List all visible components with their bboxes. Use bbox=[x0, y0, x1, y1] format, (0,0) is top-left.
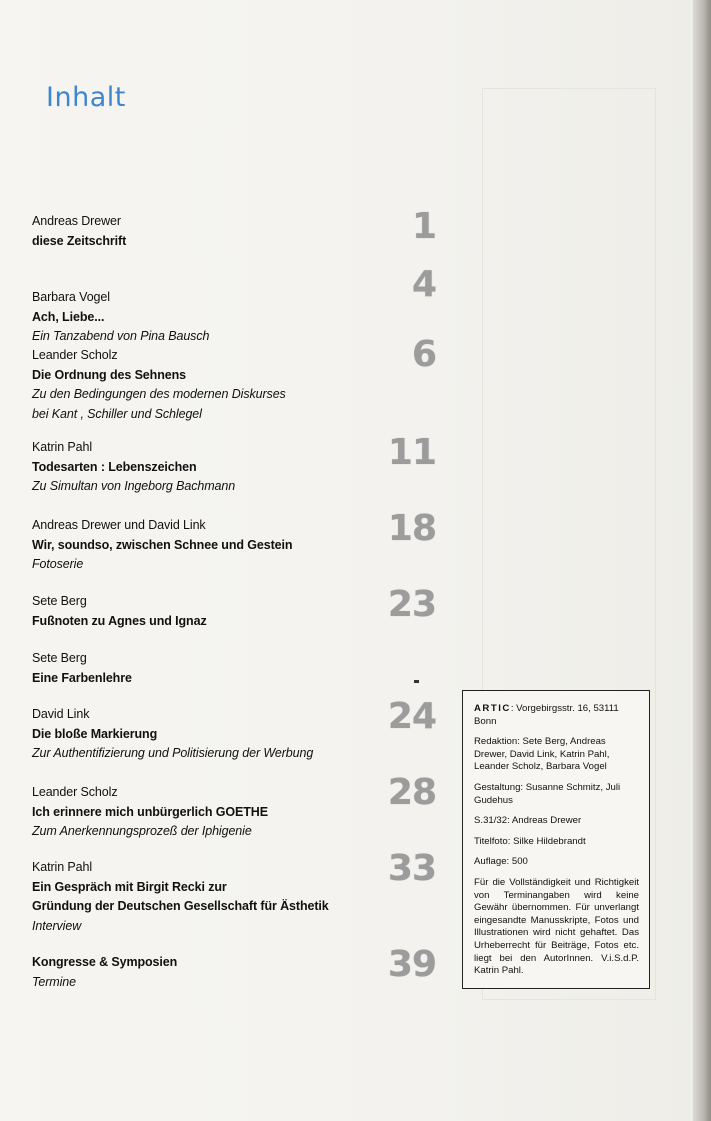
imprint-redaktion: Redaktion: Sete Berg, Andreas Drewer, David Link, Katrin Pahl, Leander Scholz, Barbara Vogel bbox=[474, 736, 610, 773]
toc-page-number: 39 bbox=[376, 944, 436, 985]
toc-heading: Wir, soundso, zwischen Schnee und Gestein bbox=[32, 537, 293, 552]
toc-author: Leander Scholz bbox=[32, 348, 118, 362]
toc-heading: Kongresse & Symposien bbox=[32, 955, 178, 969]
imprint-box bbox=[462, 690, 650, 989]
toc-subtitle: Zu Simultan von Ingeborg Bachmann bbox=[32, 479, 236, 493]
toc-subtitle: Termine bbox=[32, 974, 76, 989]
imprint-address: : Vorgebirgsstr. 16, 53111 Bonn bbox=[474, 703, 619, 727]
toc-entry bbox=[32, 288, 432, 347]
toc-page-number: 6 bbox=[376, 334, 436, 375]
toc-entry bbox=[32, 438, 432, 497]
toc-heading: Die bloße Markierung bbox=[32, 726, 158, 741]
toc-page-number: 1 bbox=[376, 206, 436, 247]
imprint-s3132: S.31/32: Andreas Drewer bbox=[474, 815, 582, 827]
toc-entry bbox=[32, 649, 432, 688]
toc-author: Sete Berg bbox=[32, 651, 87, 665]
toc-author: Katrin Pahl bbox=[32, 860, 93, 874]
imprint-notice: Für die Vollständigkeit und Richtigkeit von Terminangaben wird keine Gewähr übernommen. Für unverlangt eingesandte Manusskripte, Fotos und Illustrationen wird nicht gehaftet. Das Urheberrecht für Beiträge, Fotos etc. liegt bei den AutorInnen. V.i.S.d.P. Katrin Pahl. bbox=[474, 876, 639, 977]
toc-author: Andreas Drewer bbox=[32, 214, 121, 228]
toc-page-number: 11 bbox=[376, 432, 436, 473]
toc-author: David Link bbox=[32, 707, 90, 721]
toc-entry bbox=[32, 783, 432, 842]
ink-speck bbox=[414, 680, 419, 683]
toc-author: Andreas Drewer und David Link bbox=[32, 518, 206, 532]
toc-heading-continued: Gründung der Deutschen Gesellschaft für Ästhetik bbox=[32, 899, 329, 913]
toc-heading: Eine Farbenlehre bbox=[32, 670, 132, 685]
toc-subtitle: Interview bbox=[32, 918, 82, 933]
toc-subtitle: Zu den Bedingungen des modernen Diskurses bbox=[32, 387, 286, 401]
toc-author: Leander Scholz bbox=[32, 785, 118, 799]
binding-spine bbox=[693, 0, 711, 1121]
toc-subtitle: Ein Tanzabend von Pina Bausch bbox=[32, 329, 210, 343]
toc-entry bbox=[32, 705, 432, 764]
toc-subtitle: Zur Authentifizierung und Politisierung der Werbung bbox=[32, 746, 314, 760]
imprint-auflage: Auflage: 500 bbox=[474, 856, 528, 868]
toc-heading: diese Zeitschrift bbox=[32, 233, 127, 248]
toc-page-number: 28 bbox=[376, 772, 436, 813]
imprint-titelfoto: Titelfoto: Silke Hildebrandt bbox=[474, 835, 586, 847]
toc-entry bbox=[32, 212, 432, 251]
toc-subtitle: Fotoserie bbox=[32, 557, 84, 571]
toc-author: Barbara Vogel bbox=[32, 290, 110, 304]
toc-author: Katrin Pahl bbox=[32, 440, 93, 454]
toc-heading: Fußnoten zu Agnes und Ignaz bbox=[32, 613, 207, 628]
toc-page-number: 33 bbox=[376, 848, 436, 889]
toc-entry bbox=[32, 592, 432, 631]
imprint-address-line bbox=[474, 703, 639, 728]
toc-page-number: 18 bbox=[376, 508, 436, 549]
toc-entry bbox=[32, 346, 432, 424]
toc-entry bbox=[32, 516, 432, 575]
toc-page-number: 24 bbox=[376, 696, 436, 737]
toc-subtitle: Zum Anerkennungsprozeß der Iphigenie bbox=[32, 824, 252, 838]
toc-heading: Ein Gespräch mit Birgit Recki zur bbox=[32, 879, 227, 894]
toc-heading: Ich erinnere mich unbürgerlich GOETHE bbox=[32, 804, 268, 819]
imprint-brand: ARTIC bbox=[474, 703, 511, 714]
toc-entry bbox=[32, 858, 432, 936]
toc-subtitle: bei Kant , Schiller und Schlegel bbox=[32, 406, 202, 421]
toc-page-number: 4 bbox=[376, 264, 436, 305]
toc-author: Sete Berg bbox=[32, 594, 87, 608]
imprint-gestaltung: Gestaltung: Susanne Schmitz, Juli Gudehus bbox=[474, 781, 621, 806]
toc-heading: Ach, Liebe... bbox=[32, 309, 105, 324]
toc-page-number: 23 bbox=[376, 584, 436, 625]
toc-entry bbox=[32, 953, 432, 992]
page-title: Inhalt bbox=[46, 82, 126, 113]
toc-heading: Die Ordnung des Sehnens bbox=[32, 367, 186, 382]
toc-heading: Todesarten : Lebenszeichen bbox=[32, 459, 197, 474]
